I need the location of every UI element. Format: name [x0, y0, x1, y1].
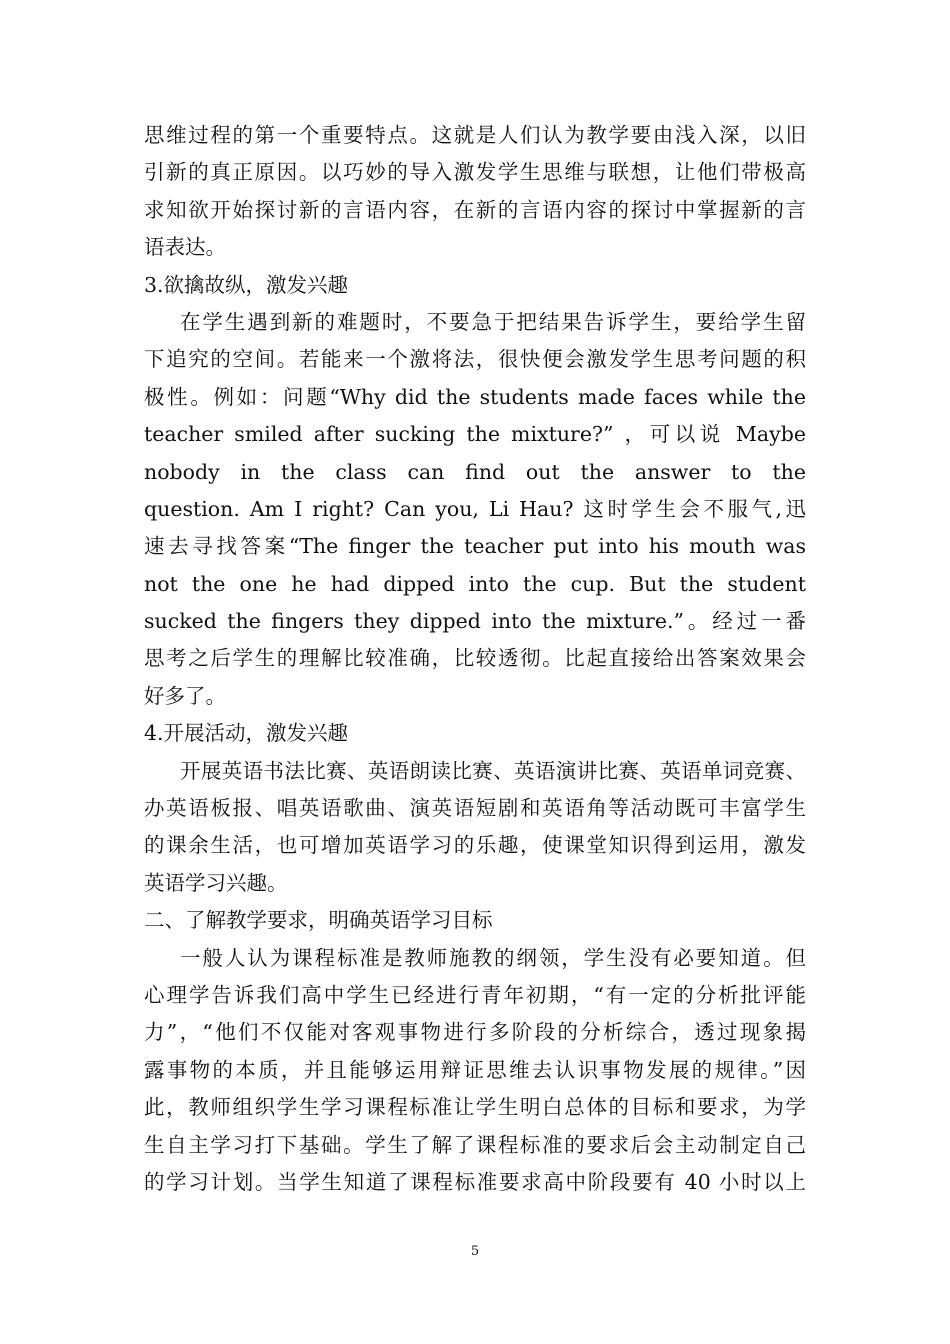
- text-line: 思维过程的第一个重要特点。这就是人们认为教学要由浅入深，以旧: [144, 123, 806, 147]
- text-line: 生自主学习打下基础。学生了解了课程标准的要求后会主动制定自己: [144, 1132, 806, 1157]
- text-line: 露事物的本质，并且能够运用辩证思维去认识事物发展的规律。”因: [144, 1057, 806, 1082]
- text-line: 的课余生活，也可增加英语学习的乐趣，使课堂知识得到运用，激发: [144, 833, 806, 858]
- text-line: 英语学习兴趣。: [144, 870, 288, 895]
- text-line: 开展英语书法比赛、英语朗读比赛、英语演讲比赛、英语单词竞赛、: [180, 758, 806, 783]
- page-body: [144, 117, 806, 1201]
- page-number: 5: [470, 1244, 480, 1259]
- text-line: 力”，“他们不仅能对客观事物进行多阶段的分析综合，透过现象揭: [144, 1020, 806, 1045]
- text-line: teacher smiled after sucking the mixture?” ，可以说 Maybe: [144, 422, 806, 447]
- section-heading: 二、了解教学要求，明确英语学习目标: [144, 908, 493, 933]
- text-line: 一般人认为课程标准是教师施教的纲领，学生没有必要知道。但: [180, 945, 806, 970]
- section-heading: 3.欲擒故纵，激发兴趣: [144, 272, 349, 297]
- text-line: 心理学告诉我们高中学生已经进行青年初期，“有一定的分析批评能: [144, 982, 806, 1007]
- text-line: 求知欲开始探讨新的言语内容，在新的言语内容的探讨中掌握新的言: [144, 197, 806, 222]
- text-line: 好多了。: [144, 683, 226, 708]
- text-line: sucked the fingers they dipped into the mixture.”。经过一番: [144, 609, 806, 634]
- text-line: 极性。例如：问题“Why did the students made faces while the: [144, 384, 806, 409]
- text-line: not the one he had dipped into the cup. But the student: [144, 571, 806, 596]
- text-line: 下追究的空间。若能来一个激将法，很快便会激发学生思考问题的积: [144, 347, 806, 372]
- text-line: nobody in the class can find out the answer to the: [144, 459, 806, 484]
- text-line: 速去寻找答案“The finger the teacher put into his mouth was: [144, 534, 806, 559]
- text-line: 办英语板报、唱英语歌曲、演英语短剧和英语角等活动既可丰富学生: [144, 796, 806, 821]
- text-line: 语表达。: [144, 235, 226, 260]
- text-line: 此，教师组织学生学习课程标准让学生明白总体的目标和要求，为学: [144, 1095, 806, 1120]
- section-heading: 4.开展活动，激发兴趣: [144, 721, 349, 746]
- text-line: question. Am I right? Can you, Li Hau? 这时学生会不服气,迅: [144, 496, 806, 521]
- text-line: 的学习计划。当学生知道了课程标准要求高中阶段要有 40 小时以上: [144, 1169, 806, 1194]
- text-line: 思考之后学生的理解比较准确，比较透彻。比起直接给出答案效果会: [144, 646, 806, 671]
- text-line: 在学生遇到新的难题时，不要急于把结果告诉学生，要给学生留: [180, 309, 806, 334]
- text-line: 引新的真正原因。以巧妙的导入激发学生思维与联想，让他们带极高: [144, 160, 806, 185]
